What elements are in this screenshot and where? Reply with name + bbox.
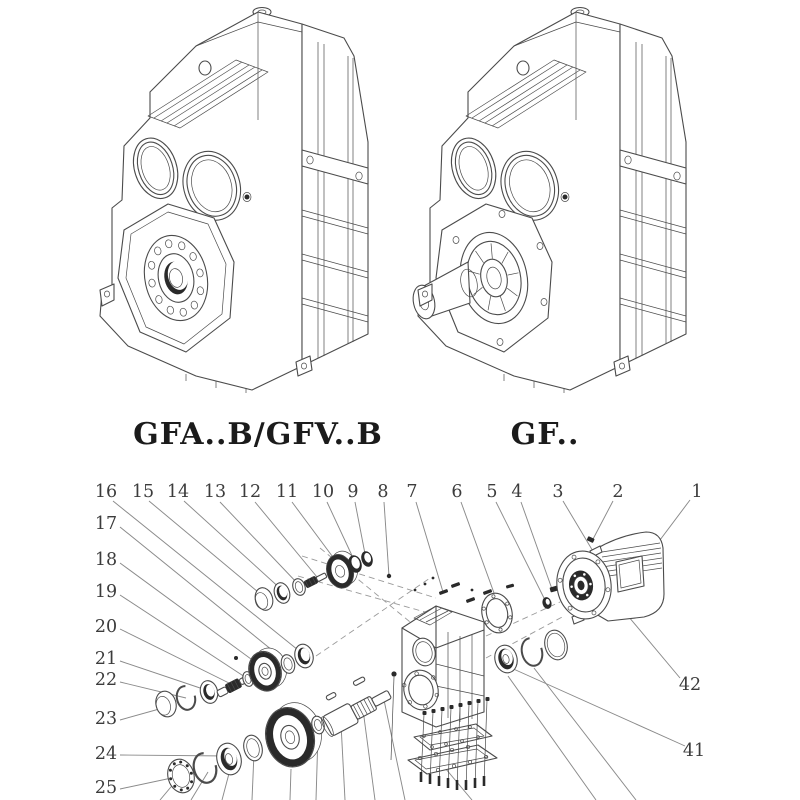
small-nut <box>541 596 553 610</box>
bearing <box>292 642 316 670</box>
leader-line-8 <box>384 502 389 576</box>
right-gearbox-drawing <box>410 8 686 394</box>
part-number-10: 10 <box>311 482 335 502</box>
bearing <box>213 740 244 777</box>
leader-line-41 <box>509 667 685 746</box>
part-number-18: 18 <box>94 550 118 570</box>
caption-right-model: GF.. <box>510 417 580 452</box>
leader-line-16 <box>113 501 303 654</box>
part-number-14: 14 <box>166 482 190 502</box>
leader-line-9 <box>355 502 366 559</box>
leader-line-2 <box>592 501 613 541</box>
leader-line-12 <box>255 502 317 577</box>
leader-line-14 <box>184 501 283 591</box>
pinion-shaft <box>303 571 327 589</box>
washer <box>291 577 308 597</box>
output-shaft-parts <box>164 676 394 795</box>
part-number-13: 13 <box>203 482 227 502</box>
part-number-17: 17 <box>94 514 118 534</box>
cut-leader-4 <box>290 769 291 800</box>
part-number-8: 8 <box>377 482 389 502</box>
leader-line-18 <box>120 563 266 670</box>
leader-line-4 <box>521 502 552 589</box>
caption-left-model: GFA..B/GFV..B <box>133 417 383 452</box>
part-number-6: 6 <box>451 482 463 502</box>
leader-line-7 <box>416 502 443 592</box>
part-number-12: 12 <box>238 482 262 502</box>
part-number-23: 23 <box>94 709 118 729</box>
part-number-15: 15 <box>131 482 155 502</box>
leader-line-21 <box>120 661 209 691</box>
seal-ring-set <box>492 628 571 676</box>
cut-leader-10 <box>508 676 596 800</box>
callout-layer <box>95 482 705 800</box>
key <box>326 692 337 701</box>
part-number-9: 9 <box>347 482 359 502</box>
part-number-4: 4 <box>511 482 523 502</box>
part-number-22: 22 <box>94 670 118 690</box>
gear-large <box>258 697 328 772</box>
part-number-2: 2 <box>612 482 624 502</box>
part-number-42: 42 <box>678 675 702 695</box>
leader-line-24 <box>120 755 228 756</box>
part-number-25: 25 <box>94 778 118 798</box>
part-number-21: 21 <box>94 649 118 669</box>
part-number-24: 24 <box>94 744 118 764</box>
cut-leader-6 <box>341 724 345 800</box>
cut-leader-8 <box>384 700 405 800</box>
output-shaft <box>319 684 394 738</box>
bearing <box>272 581 293 606</box>
part-number-19: 19 <box>94 582 118 602</box>
part-number-41: 41 <box>682 741 706 761</box>
part-number-5: 5 <box>486 482 498 502</box>
part-number-1: 1 <box>691 482 703 502</box>
leader-line-15 <box>149 501 264 597</box>
left-gearbox-drawing <box>100 8 368 394</box>
part-number-3: 3 <box>552 482 564 502</box>
leader-line-20 <box>120 629 233 685</box>
part-number-7: 7 <box>406 482 418 502</box>
oil-seal <box>153 689 179 719</box>
leader-line-19 <box>120 595 248 679</box>
exploded-view <box>153 532 664 796</box>
leader-line-13 <box>220 502 299 585</box>
part-number-16: 16 <box>94 482 118 502</box>
part-number-11: 11 <box>275 482 299 502</box>
key <box>353 676 366 686</box>
part-number-20: 20 <box>94 617 118 637</box>
washer <box>241 733 265 763</box>
motor <box>553 532 664 624</box>
